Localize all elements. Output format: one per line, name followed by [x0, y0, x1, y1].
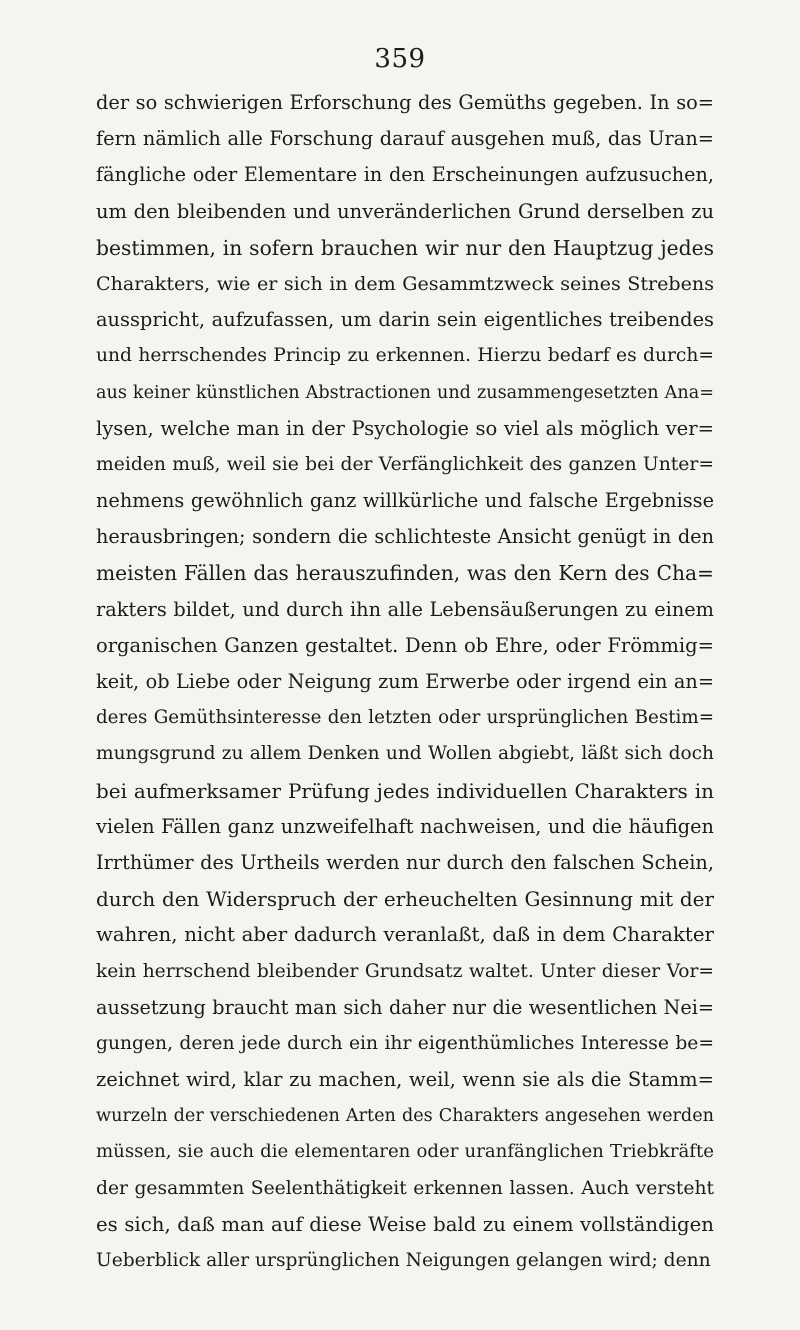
text-line: meiden muß, weil sie bei der Verfänglichkeit des ganzen Unter= — [96, 453, 714, 475]
text-line: wahren, nicht aber dadurch veranlaßt, daß in dem Charakter — [96, 923, 714, 947]
text-line: ausspricht, aufzufassen, um darin sein eigentliches treibendes — [96, 308, 714, 332]
text-line: Ueberblick aller ursprünglichen Neigungen gelangen wird; denn — [96, 1250, 711, 1271]
text-line: kein herrschend bleibender Grundsatz waltet. Unter dieser Vor= — [96, 960, 714, 982]
text-line: und herrschendes Princip zu erkennen. Hierzu bedarf es durch= — [96, 345, 714, 367]
text-line: aus keiner künstlichen Abstractionen und zusammengesetzten Ana= — [96, 382, 714, 403]
body-text — [96, 85, 714, 1279]
text-line: herausbringen; sondern die schlichteste Ansicht genügt in den — [96, 525, 714, 549]
text-line: der gesammten Seelenthätigkeit erkennen lassen. Auch versteht — [96, 1177, 714, 1199]
text-line: meisten Fällen das herauszufinden, was den Kern des Cha= — [96, 561, 714, 586]
text-line: müssen, sie auch die elementaren oder uranfänglichen Triebkräfte — [96, 1141, 714, 1163]
text-line: bestimmen, in sofern brauchen wir nur den Hauptzug jedes — [96, 235, 714, 260]
text-line: Irrthümer des Urtheils werden nur durch den falschen Schein, — [96, 850, 714, 874]
page-number: 359 — [374, 44, 426, 74]
text-line: lysen, welche man in der Psychologie so viel als möglich ver= — [96, 416, 714, 440]
text-line: nehmens gewöhnlich ganz willkürliche und falsche Ergebnisse — [96, 489, 714, 513]
text-line: der so schwierigen Erforschung des Gemüths gegeben. In so= — [96, 91, 714, 114]
text-line: deres Gemüthsinteresse den letzten oder ursprünglichen Bestim= — [96, 707, 714, 729]
text-line: um den bleibenden und unveränderlichen Grund derselben zu — [96, 199, 714, 223]
text-line: es sich, daß man auf diese Weise bald zu einem vollständigen — [96, 1212, 714, 1236]
text-line: vielen Fällen ganz unzweifelhaft nachweisen, und die häufigen — [96, 814, 714, 838]
text-line: mungsgrund zu allem Denken und Wollen abgiebt, läßt sich doch — [96, 743, 714, 765]
text-line: organischen Ganzen gestaltet. Denn ob Ehre, oder Frömmig= — [96, 633, 714, 657]
text-line: bei aufmerksamer Prüfung jedes individuellen Charakters in — [96, 778, 714, 803]
text-line: aussetzung braucht man sich daher nur die wesentlichen Nei= — [96, 995, 714, 1019]
text-line: keit, ob Liebe oder Neigung zum Erwerbe oder irgend ein an= — [96, 670, 714, 693]
text-line: durch den Widerspruch der erheuchelten Gesinnung mit der — [96, 887, 714, 912]
text-line: rakters bildet, und durch ihn alle Lebensäußerungen zu einem — [96, 597, 714, 621]
text-line: fängliche oder Elementare in den Erscheinungen aufzusuchen, — [96, 163, 714, 187]
text-line: zeichnet wird, klar zu machen, weil, wenn sie als die Stamm= — [96, 1068, 714, 1092]
text-line: gungen, deren jede durch ein ihr eigenthümliches Interesse be= — [96, 1032, 714, 1054]
text-line: fern nämlich alle Forschung darauf ausgehen muß, das Uran= — [96, 127, 714, 151]
text-line: Charakters, wie er sich in dem Gesammtzweck seines Strebens — [96, 272, 714, 295]
text-line: wurzeln der verschiedenen Arten des Charakters angesehen werden — [96, 1106, 714, 1127]
